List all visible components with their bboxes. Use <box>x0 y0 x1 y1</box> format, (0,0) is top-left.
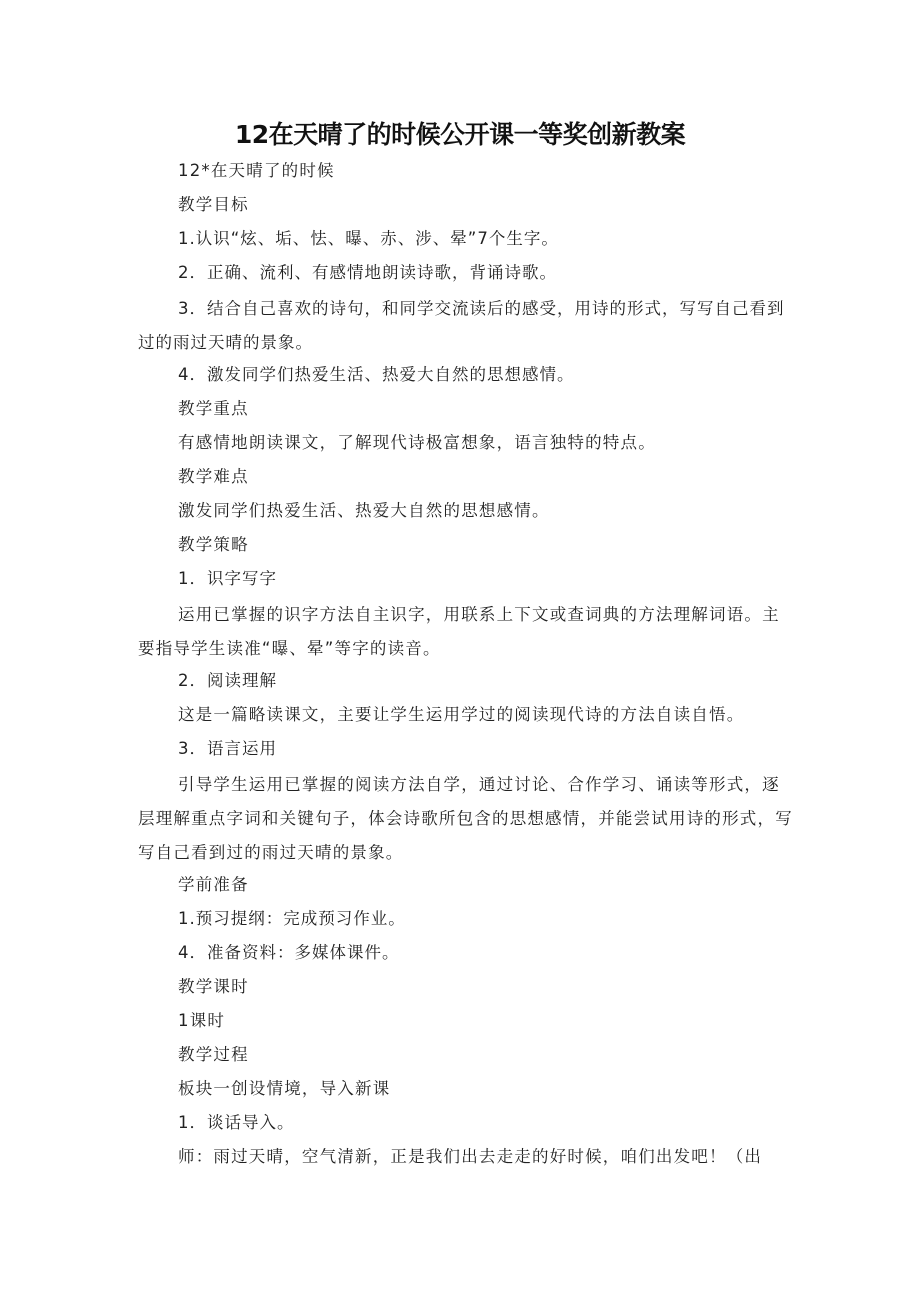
section-heading-key-points: 教学重点 <box>178 399 249 418</box>
section-heading-goals: 教学目标 <box>178 195 249 214</box>
section-heading-process: 教学过程 <box>178 1045 249 1064</box>
process-step: 1．谈话导入。 <box>178 1113 295 1132</box>
paragraph: 师：雨过天晴，空气清新，正是我们出去走走的好时候，咱们出发吧！（出 <box>178 1147 763 1166</box>
paragraph: 有感情地朗读课文，了解现代诗极富想象，语言独特的特点。 <box>178 433 656 452</box>
goal-item <box>138 292 794 360</box>
goal-item: 1.认识“炫、垢、怯、曝、赤、涉、晕”7个生字。 <box>178 229 559 248</box>
section-heading-hours: 教学课时 <box>178 977 249 996</box>
goal-item-text: 3．结合自己喜欢的诗句，和同学交流读后的感受，用诗的形式，写写自己看到过的雨过天晴的景象。 <box>138 299 785 352</box>
paragraph: 激发同学们热爱生活、热爱大自然的思想感情。 <box>178 501 550 520</box>
paragraph: 运用已掌握的识字方法自主识字，用联系上下文或查词典的方法理解词语。主要指导学生读准“曝、晕”等字的读音。 <box>138 605 780 658</box>
paragraph: 引导学生运用已掌握的阅读方法自学，通过讨论、合作学习、诵读等形式，逐层理解重点字词和关键句子，体会诗歌所包含的思想感情，并能尝试用诗的形式，写写自己看到过的雨过天晴的景象。 <box>138 775 793 862</box>
process-block-heading: 板块一创设情境，导入新课 <box>178 1079 391 1098</box>
preparation-item: 1.预习提纲：完成预习作业。 <box>178 909 406 928</box>
paragraph: 这是一篇略读课文，主要让学生运用学过的阅读现代诗的方法自读自悟。 <box>178 705 745 724</box>
section-heading-preparation: 学前准备 <box>178 875 249 894</box>
section-heading-strategy: 教学策略 <box>178 535 249 554</box>
goal-item: 2．正确、流利、有感情地朗读诗歌，背诵诗歌。 <box>178 263 557 282</box>
strategy-heading: 2．阅读理解 <box>178 671 277 690</box>
document-title: 12在天晴了的时候公开课一等奖创新教案 <box>234 120 686 149</box>
strategy-heading: 3．语言运用 <box>178 739 277 758</box>
goal-item: 4．激发同学们热爱生活、热爱大自然的思想感情。 <box>178 365 575 384</box>
document-body <box>138 156 794 1176</box>
section-heading-difficulties: 教学难点 <box>178 467 249 486</box>
paragraph: 1课时 <box>178 1011 226 1030</box>
strategy-heading: 1．识字写字 <box>178 569 277 588</box>
lesson-heading: 12*在天晴了的时候 <box>178 161 335 180</box>
preparation-item: 4．准备资料：多媒体课件。 <box>178 943 400 962</box>
